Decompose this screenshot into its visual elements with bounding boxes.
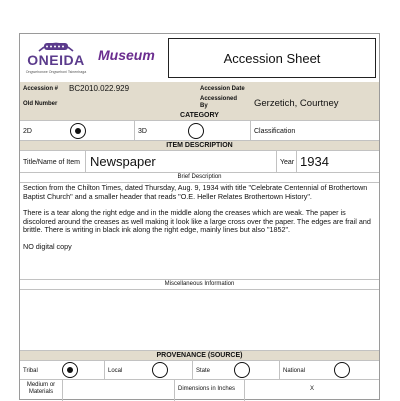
brief-description-label: Brief Description [177,174,222,180]
category-3d-label: 3D [138,128,147,135]
logo-wordmark: ONEIDA [27,52,85,68]
museum-label: Museum [98,47,155,63]
provenance-national-radio[interactable] [334,362,350,378]
misc-info-value[interactable] [23,292,377,348]
divider [20,379,379,380]
divider [20,289,379,290]
classification-value[interactable] [310,128,376,136]
provenance-local-label: Local [108,368,123,374]
divider [20,120,379,121]
divider [244,379,245,401]
divider [174,379,175,401]
brief-description-paragraph: NO digital copy [23,241,72,251]
divider [192,360,193,379]
selected-dot-icon [67,367,73,373]
divider [250,120,251,140]
year-value[interactable]: 1934 [300,154,329,169]
logo-tagline: Ongwehonwe Ongwehoni Tsinenhaga [25,70,87,74]
old-number-value[interactable] [69,99,189,109]
divider [104,360,105,379]
oneida-logo [23,38,89,82]
item-description-heading: ITEM DESCRIPTION [166,142,233,149]
dimensions-value[interactable]: X [309,386,314,392]
sheet-title: Accession Sheet [223,51,321,66]
accession-number-value[interactable]: BC2010.022.929 [69,84,130,93]
accession-date-label: Accession Date [200,86,245,92]
old-number-label: Old Number [23,101,58,107]
accessioned-by-value[interactable]: Gerzetich, Courtney [254,98,339,109]
accessioned-by-label: Accessioned By [200,96,238,109]
title-name-label: Title/Name of Item [23,159,80,166]
category-2d-label: 2D [23,128,32,135]
classification-label: Classification [254,128,296,135]
divider [134,120,135,140]
divider [20,279,379,280]
brief-description-paragraph: There is a tear along the right edge and in the middle along the creases which are weak. The paper is discolored around the creases as well making it look like a large cross over the paper. The edges are frail and brittle. There is writing in black ink along the right edge, mainly lines but also "1852". [23,208,371,235]
provenance-national-label: National [283,368,306,374]
provenance-local-radio[interactable] [152,362,168,378]
accession-number-label: Accession # [23,86,59,92]
sheet-title-box [168,38,376,78]
divider [279,360,280,379]
provenance-state-radio[interactable] [234,362,250,378]
divider [20,150,379,151]
title-name-value[interactable]: Newspaper [90,154,156,169]
accession-sheet [19,33,380,400]
brief-description-field[interactable] [23,184,377,252]
category-2d-radio[interactable] [70,123,86,139]
selected-dot-icon [75,128,81,134]
brief-description-paragraph: Section from the Chilton Times, dated Thursday, Aug. 9, 1934 with title "Celebrate Centennial of Brothertown Baptist Church" and a smaller header that reads "O.E. Heller Relates Brothertown History". [23,183,368,201]
divider [20,360,379,361]
category-3d-radio[interactable] [188,123,204,139]
category-heading: CATEGORY [180,112,219,119]
provenance-tribal-radio[interactable] [62,362,78,378]
divider [276,150,277,172]
provenance-state-label: State [196,368,211,374]
provenance-tribal-label: Tribal [23,368,38,374]
divider [296,150,297,172]
divider [62,379,63,401]
provenance-heading: PROVENANCE (SOURCE) [156,352,243,359]
year-label: Year [280,159,295,166]
divider [20,172,379,173]
medium-materials-label: Medium or Materials [26,382,56,395]
divider [85,150,86,172]
misc-info-label: Miscellaneous Information [164,281,235,287]
medium-materials-value[interactable] [66,386,172,394]
accession-date-value[interactable] [255,84,375,94]
dimensions-label: Dimensions in Inches [178,386,236,392]
